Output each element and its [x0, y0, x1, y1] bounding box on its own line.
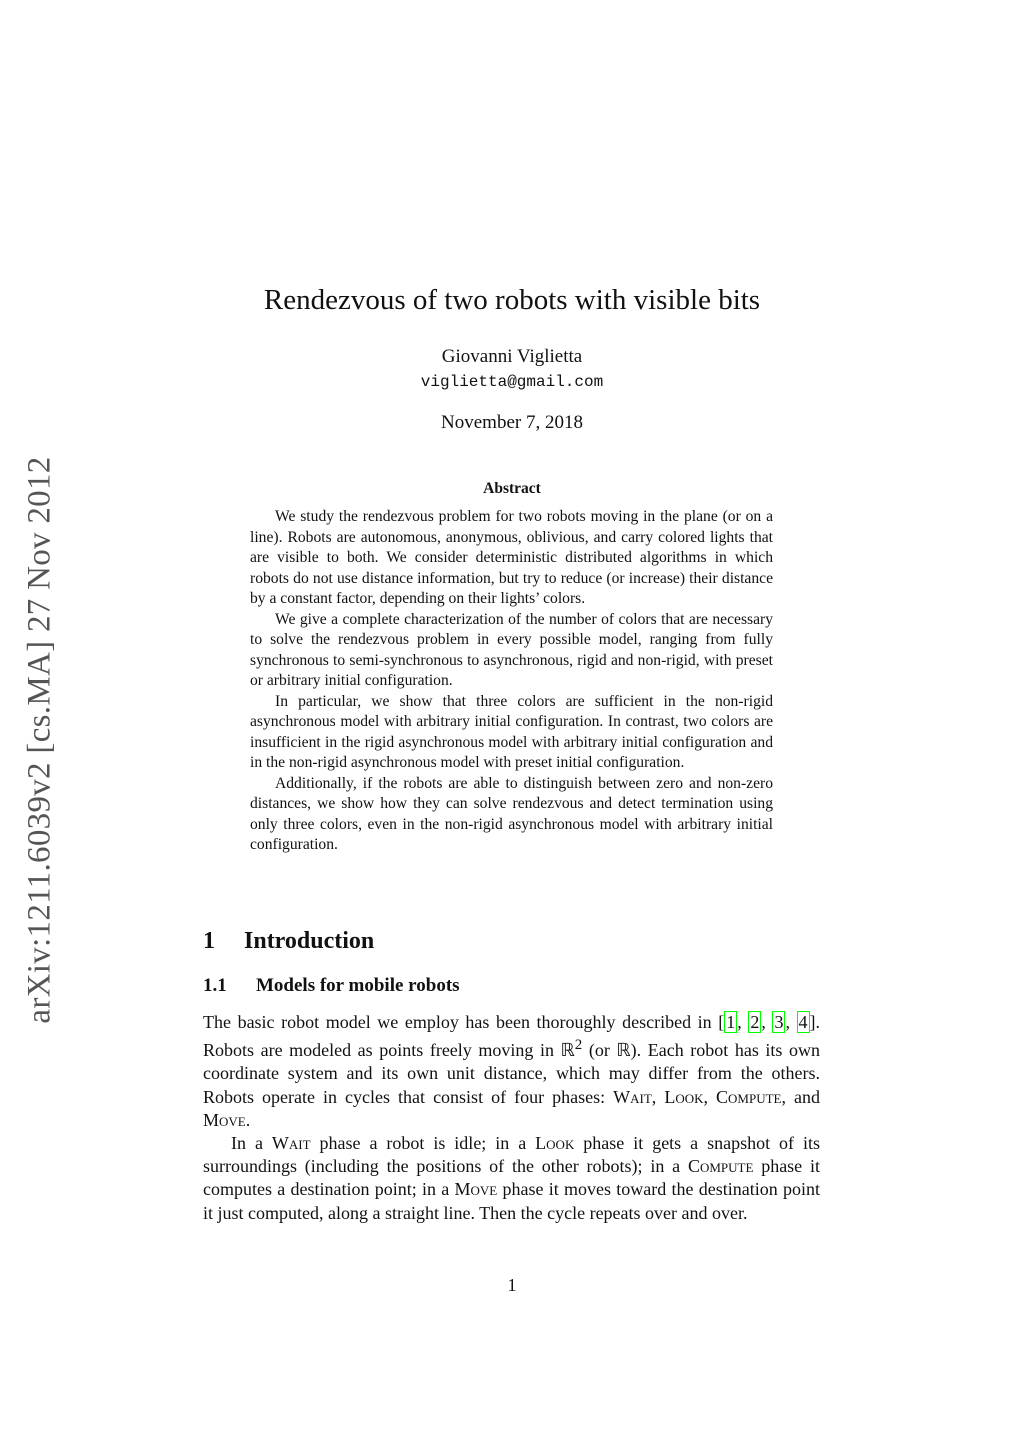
paper-title: Rendezvous of two robots with visible bits	[263, 284, 761, 316]
subsection-number: 1.1	[203, 975, 227, 996]
abstract-paragraph: We give a complete characterization of the number of colors that are necessary to solve the rendezvous problem in every possible model, ranging from fully synchronous to semi-synchronous to asynchronous, rigid and non-rigid, with preset or arbitrary initial configuration.	[250, 610, 773, 689]
term-wait: Wait	[613, 1086, 652, 1107]
abstract-paragraph: Additionally, if the robots are able to distinguish between zero and non-zero distances, we show how they can solve rendezvous and detect termination using only three colors, even in the non-rigid asynchronous model with arbitrary initial configuration.	[250, 774, 773, 853]
citation-link[interactable]: 4	[798, 1012, 808, 1032]
paper-date: November 7, 2018	[441, 412, 583, 433]
subsection-heading	[203, 975, 460, 997]
section-heading	[203, 928, 374, 955]
text: .	[245, 1109, 251, 1130]
term-look: Look	[535, 1133, 575, 1154]
term-wait: Wait	[271, 1133, 311, 1154]
text: phase it moves toward the destination point it just computed, along a straight line. Then the cycle repeats over and over.	[203, 1179, 820, 1223]
body-paragraph	[203, 1011, 820, 1132]
abstract-paragraph: We study the rendezvous problem for two robots moving in the plane (or on a line). Robots are autonomous, anonymous, oblivious, and carry colored lights that are visible to both. We consider deterministic distributed algorithms in which robots do not use distance information, but try to reduce (or increase) their distance by a constant factor, depending on their lights’ colors.	[250, 508, 773, 607]
text: ,	[703, 1086, 717, 1107]
term-move: Move	[203, 1109, 246, 1130]
text: phase a robot is idle; in a	[310, 1133, 536, 1154]
text: , and	[781, 1086, 820, 1107]
text: phase it computes a destination point; in a	[203, 1156, 820, 1200]
term-compute: Compute	[687, 1156, 754, 1177]
text: In a	[231, 1133, 272, 1154]
section-number: 1	[203, 928, 215, 954]
subsection-title: Models for mobile robots	[256, 975, 460, 996]
term-compute: Compute	[716, 1086, 782, 1107]
text: The basic robot model we employ has been thoroughly described in [	[203, 1012, 725, 1032]
text: ,	[785, 1012, 797, 1032]
text: (or ℝ). Each robot has its own coordinate system and its own unit distance, which may differ from the others. Robots operate in cycles that consist of four phases:	[203, 1040, 820, 1107]
text: ,	[651, 1086, 665, 1107]
term-look: Look	[664, 1086, 704, 1107]
text: ,	[761, 1012, 773, 1032]
text: phase it gets a snapshot of its surroundings (including the positions of the other robots); in a	[203, 1133, 820, 1177]
abstract-paragraph: In particular, we show that three colors are sufficient in the non-rigid asynchronous model with arbitrary initial configuration. In contrast, two colors are insufficient in the rigid asynchronous model with arbitrary initial configuration and in the non-rigid asynchronous model with preset initial configuration.	[250, 692, 773, 771]
arxiv-identifier: arXiv:1211.6039v2 [cs.MA] 27 Nov 2012	[21, 456, 58, 1024]
text: ,	[737, 1012, 749, 1032]
citation-link[interactable]: 1	[726, 1012, 736, 1032]
citation-link[interactable]: 3	[774, 1012, 784, 1032]
body-text	[203, 1011, 820, 1225]
author-email[interactable]: viglietta@gmail.com	[420, 373, 604, 391]
section-title: Introduction	[244, 928, 375, 954]
page-number: 1	[507, 1275, 517, 1295]
author-name: Giovanni Viglietta	[441, 346, 583, 367]
body-paragraph	[203, 1132, 820, 1225]
term-move: Move	[454, 1179, 498, 1200]
citation-link[interactable]: 2	[750, 1012, 760, 1032]
text: ]. Robots are modeled as points freely moving in ℝ	[203, 1012, 821, 1061]
superscript: 2	[574, 1037, 583, 1054]
abstract-body	[250, 507, 773, 856]
abstract-heading: Abstract	[483, 480, 541, 497]
